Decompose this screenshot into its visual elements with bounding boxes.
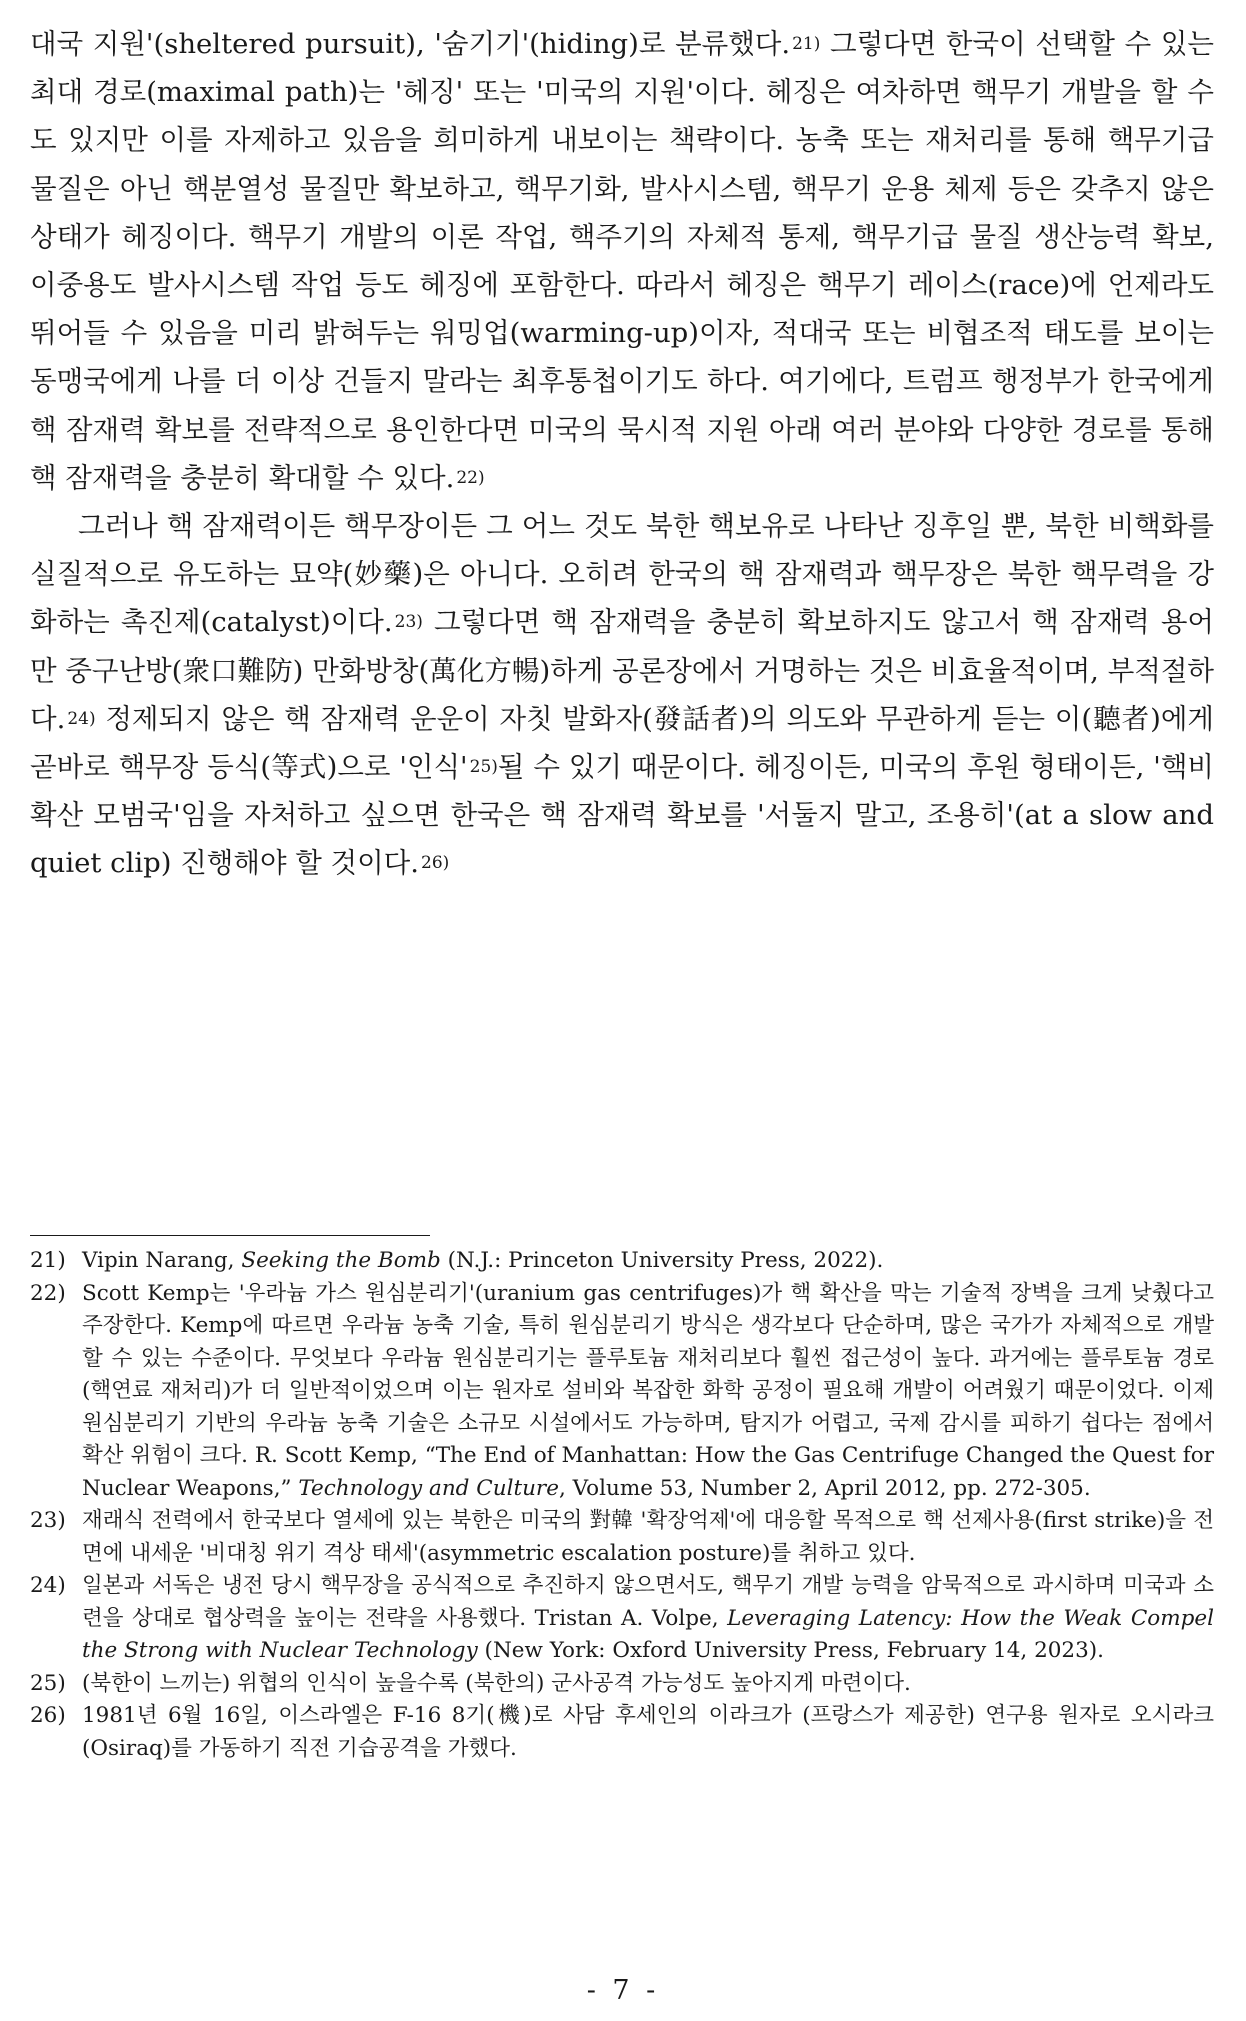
book-title: Leveraging Latency: How the Weak Compel the Strong with Nuclear Technology bbox=[82, 1605, 1215, 1663]
page-number: - 7 - bbox=[586, 1975, 660, 2006]
footnote-ref-21[interactable]: 21) bbox=[792, 34, 821, 54]
footnote-21 bbox=[30, 1245, 1214, 1278]
footnotes bbox=[30, 1245, 1214, 1765]
footnote-text: 1981년 6월 16일, 이스라엘은 F-16 8기(機)로 사담 후세인의 이라크가 (프랑스가 제공한) 연구용 원자로 오시라크(Osiraq)를 가동하기 직전 기습공격을 가했다. bbox=[82, 1703, 1214, 1761]
footnote-ref-26[interactable]: 26) bbox=[421, 853, 450, 874]
footnote-text: (북한이 느끼는) 위협의 인식이 높을수록 (북한의) 군사공격 가능성도 높아지게 마련이다. bbox=[82, 1670, 911, 1696]
footnote-separator bbox=[30, 1235, 430, 1236]
footnote-ref-24[interactable]: 24) bbox=[67, 708, 96, 729]
footnote-22 bbox=[30, 1278, 1214, 1506]
paragraph-1-text-1: 대국 지원'(sheltered pursuit), '숨기기'(hiding)로 분류했다. bbox=[30, 28, 791, 60]
footnote-24 bbox=[30, 1570, 1214, 1668]
paragraph-2-text-2: 그렇다면 핵 잠재력을 충분히 확보하지도 않고서 핵 잠재력 용어만 중구난방(衆口難防) 만화방창(萬化方暢)하게 공론장에서 거명하는 것은 비효율적이며, 부적절하다. bbox=[30, 606, 1214, 735]
footnote-number: 26) bbox=[30, 1703, 66, 1728]
footnote-number: 23) bbox=[30, 1508, 66, 1533]
footnote-text: , Volume 53, Number 2, April 2012, pp. 272-305. bbox=[558, 1475, 1091, 1501]
body-text bbox=[30, 20, 1214, 888]
footnote-text: Scott Kemp는 '우라늄 가스 원심분리기'(uranium gas centrifuges)가 핵 확산을 막는 기술적 장벽을 크게 낮췄다고 주장한다. Kemp에 따르면 우라늄 농축 기술, 특히 원심분리기 방식은 생각보다 단순하며, 많은 국가가 자체적으로 개발할 수 있는 수준이다. 무엇보다 우라늄 원심분리기는 플루토늄 재처리보다 훨씬 접근성이 높다. 과거에는 플루토늄 경로(핵연료 재처리)가 더 일반적이었으며 이는 원자로 설비와 복잡한 화학 공정이 필요해 개발이 어려웠기 때문이었다. 이제 원심분리기 기반의 우라늄 농축 기술은 소규모 시설에서도 가능하며, 탐지가 어렵고, 국제 감시를 피하기 쉽다는 점에서 확산 위험이 크다. R. Scott Kemp, “The End of Manhattan: How the Gas Centrifuge Changed the Quest for Nuclear Weapons,” bbox=[82, 1280, 1214, 1501]
footnote-number: 21) bbox=[30, 1248, 66, 1273]
paragraph-2-text-4: 될 수 있기 때문이다. 헤징이든, 미국의 후원 형태이든, '핵비확산 모범국'임을 자처하고 싶으면 한국은 핵 잠재력 확보를 '서둘지 말고, 조용히'(at a slow and quiet clip) 진행해야 할 것이다. bbox=[30, 751, 1214, 880]
footnote-text: (New York: Oxford University Press, February 14, 2023). bbox=[477, 1638, 1105, 1663]
footnote-26 bbox=[30, 1700, 1214, 1765]
footnote-number: 22) bbox=[30, 1280, 66, 1306]
footnote-number: 24) bbox=[30, 1573, 66, 1598]
paragraph-1 bbox=[30, 20, 1214, 502]
footnote-text: Vipin Narang, bbox=[82, 1248, 242, 1273]
footnote-text: 일본과 서독은 냉전 당시 핵무장을 공식적으로 추진하지 않으면서도, 핵무기 개발 능력을 암묵적으로 과시하며 미국과 소련을 상대로 협상력을 높이는 전략을 사용했다. Tristan A. Volpe, bbox=[82, 1573, 1214, 1631]
book-title: Seeking the Bomb bbox=[241, 1248, 441, 1273]
footnote-23 bbox=[30, 1505, 1214, 1570]
paragraph-1-text-2: 그렇다면 한국이 선택할 수 있는 최대 경로(maximal path)는 '헤징' 또는 '미국의 지원'이다. 헤징은 여차하면 핵무기 개발을 할 수도 있지만 이를 자제하고 있음을 희미하게 내보이는 책략이다. 농축 또는 재처리를 통해 핵무기급 물질은 아닌 핵분열성 물질만 확보하고, 핵무기화, 발사시스템, 핵무기 운용 체제 등은 갖추지 않은 상태가 헤징이다. 핵무기 개발의 이론 작업, 핵주기의 자체적 통제, 핵무기급 물질 생산능력 확보, 이중용도 발사시스템 작업 등도 헤징에 포함한다. 따라서 헤징은 핵무기 레이스(race)에 언제라도 뛰어들 수 있음을 미리 밝혀두는 워밍업(warming-up)이자, 적대국 또는 비협조적 태도를 보이는 동맹국에게 나를 더 이상 건들지 말라는 최후통첩이기도 하다. 여기에다, 트럼프 행정부가 한국에게 핵 잠재력 확보를 전략적으로 용인한다면 미국의 묵시적 지원 아래 여러 분야와 다양한 경로를 통해 핵 잠재력을 충분히 확대할 수 있다. bbox=[30, 28, 1214, 494]
footnote-ref-22[interactable]: 22) bbox=[456, 467, 485, 488]
footnote-text: (N.J.: Princeton University Press, 2022). bbox=[440, 1248, 884, 1273]
paragraph-2-text-1: 그러나 핵 잠재력이든 핵무장이든 그 어느 것도 북한 핵보유로 나타난 징후일 뿐, 북한 비핵화를 실질적으로 유도하는 묘약(妙藥)은 아니다. 오히려 한국의 핵 잠재력과 핵무장은 북한 핵무력을 강화하는 촉진제(catalyst)이다. bbox=[30, 510, 1214, 639]
footnote-ref-23[interactable]: 23) bbox=[394, 612, 423, 633]
journal-title: Technology and Culture bbox=[298, 1475, 559, 1501]
paragraph-2 bbox=[30, 502, 1214, 888]
footnote-text: 재래식 전력에서 한국보다 열세에 있는 북한은 미국의 對韓 '확장억제'에 대응할 목적으로 핵 선제사용(first strike)을 전면에 내세운 '비대칭 위기 격상 태세'(asymmetric escalation posture)를 취하고 있다. bbox=[82, 1508, 1214, 1566]
footnote-ref-25[interactable]: 25) bbox=[469, 757, 498, 778]
footnote-number: 25) bbox=[30, 1670, 66, 1696]
footnote-25 bbox=[30, 1668, 1214, 1701]
paragraph-2-text-3: 정제되지 않은 핵 잠재력 운운이 자칫 발화자(發話者)의 의도와 무관하게 듣는 이(聽者)에게 곧바로 핵무장 등식(等式)으로 '인식' bbox=[30, 702, 1214, 784]
